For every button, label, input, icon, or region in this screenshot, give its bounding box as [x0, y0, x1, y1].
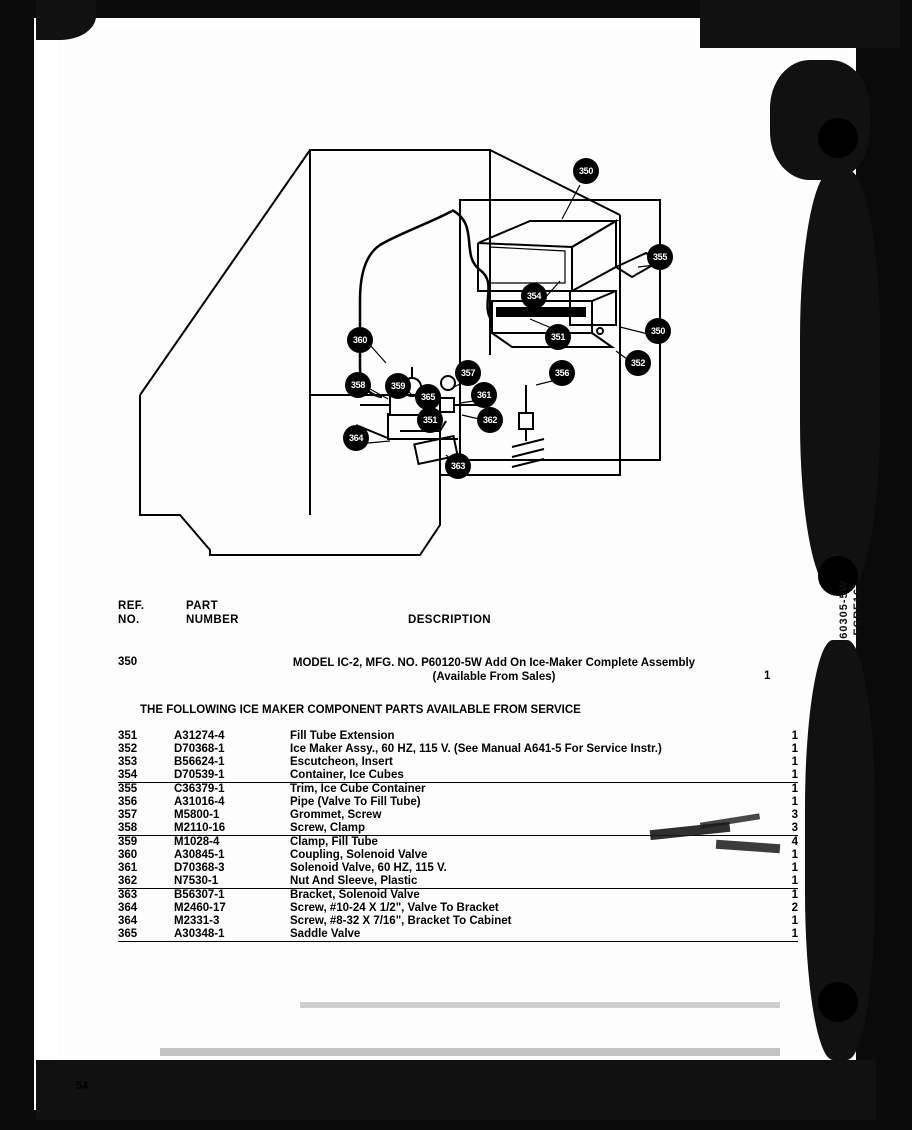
cell-ref: 359 [118, 836, 138, 848]
cell-part-number: M1028-4 [174, 836, 220, 848]
table-row [118, 769, 798, 783]
table-row [118, 915, 798, 928]
cell-ref: 357 [118, 809, 138, 821]
page-number: 54 [76, 1080, 89, 1092]
callout-365: 365 [415, 384, 441, 410]
cell-quantity: 1 [791, 743, 798, 755]
cell-ref: 351 [118, 730, 138, 742]
table-row [118, 902, 798, 915]
model-assembly-row [118, 656, 798, 688]
cell-quantity: 1 [770, 769, 798, 783]
header-ref-line1: REF. [118, 600, 145, 612]
callout-358: 358 [345, 372, 371, 398]
cell-description: Screw, #8-32 X 7/16", Bracket To Cabinet [290, 915, 512, 927]
table-row [118, 809, 798, 822]
cell-part-number: M2331-3 [174, 915, 220, 927]
cell-quantity: 1 [791, 849, 798, 861]
cell-part-number: A31274-4 [174, 730, 225, 742]
cell-part-number: M2460-17 [174, 902, 226, 914]
callout-359: 359 [385, 373, 411, 399]
cell-description: Bracket, Solenoid Valve [290, 889, 420, 901]
model-row-qty: 1 [764, 670, 771, 682]
callout-364: 364 [343, 425, 369, 451]
header-ref-line2: NO. [118, 614, 140, 626]
cell-description: Clamp, Fill Tube [290, 836, 378, 848]
table-row [118, 743, 798, 756]
table-row [118, 928, 798, 942]
cell-part-number: D70368-1 [174, 743, 225, 755]
cell-ref: 354 [118, 769, 174, 783]
cell-quantity: 1 [791, 756, 798, 768]
cell-part-number: D70539-1 [174, 769, 290, 783]
header-description: DESCRIPTION [408, 614, 491, 626]
callout-357: 357 [455, 360, 481, 386]
scan-blotch [800, 170, 880, 590]
cell-part-number: M2110-16 [174, 822, 290, 836]
cell-description: Grommet, Screw [290, 809, 382, 821]
model-row-line2: (Available From Sales) [432, 671, 556, 683]
cell-description: Coupling, Solenoid Valve [290, 849, 428, 861]
cell-quantity: 1 [770, 875, 798, 889]
callout-350: 350 [573, 158, 599, 184]
table-row [118, 783, 798, 797]
cell-description: Fill Tube Extension [290, 730, 395, 742]
cell-description: Trim, Ice Cube Container [290, 783, 426, 795]
cell-quantity: 1 [770, 928, 798, 942]
callout-354: 354 [521, 283, 547, 309]
cell-quantity: 3 [770, 822, 798, 836]
cell-part-number: A30845-1 [174, 849, 225, 861]
scan-blotch [700, 0, 900, 48]
scan-smudge [160, 1048, 780, 1056]
cell-part-number: B56307-1 [174, 889, 225, 901]
cell-quantity: 2 [791, 902, 798, 914]
header-part-line1: PART [186, 600, 219, 612]
model-row-line1: MODEL IC-2, MFG. NO. P60120-5W Add On Ice-Maker Complete Assembly [292, 657, 696, 669]
header-part-line2: NUMBER [186, 614, 239, 626]
cell-ref: 352 [118, 743, 138, 755]
cell-ref: 355 [118, 783, 138, 795]
cell-description: Nut And Sleeve, Plastic [290, 875, 770, 889]
cell-quantity: 1 [791, 796, 798, 808]
cell-ref: 353 [118, 756, 138, 768]
scan-edge-left [0, 0, 34, 1130]
cell-description: Saddle Valve [290, 928, 770, 942]
callout-362: 362 [477, 407, 503, 433]
cell-quantity: 1 [791, 915, 798, 927]
cell-part-number: A31016-4 [174, 796, 225, 808]
cell-ref: 360 [118, 849, 138, 861]
model-row-ref: 350 [118, 656, 138, 668]
parts-list [118, 600, 798, 942]
cell-quantity: 3 [791, 809, 798, 821]
cell-description: Solenoid Valve, 60 HZ, 115 V. [290, 862, 447, 874]
parts-table [118, 730, 798, 942]
table-row [118, 730, 798, 743]
document-code-secondary: ESRF16 [852, 588, 864, 636]
callout-350-lower: 350 [645, 318, 671, 344]
cell-description: Escutcheon, Insert [290, 756, 393, 768]
cell-ref: 358 [118, 822, 174, 836]
cell-ref: 365 [118, 928, 174, 942]
table-row [118, 796, 798, 809]
scan-blotch [770, 60, 870, 180]
cell-part-number: D70368-3 [174, 862, 225, 874]
cell-quantity: 1 [791, 862, 798, 874]
cell-description: Screw, #10-24 X 1/2", Valve To Bracket [290, 902, 499, 914]
callout-351-lower: 351 [417, 407, 443, 433]
callout-351: 351 [545, 324, 571, 350]
callout-360: 360 [347, 327, 373, 353]
table-row [118, 849, 798, 862]
binder-hole [818, 118, 858, 158]
table-row [118, 756, 798, 769]
cell-ref: 356 [118, 796, 138, 808]
cell-quantity: 1 [791, 783, 798, 795]
callout-361: 361 [471, 382, 497, 408]
binder-hole [818, 982, 858, 1022]
cell-ref: 364 [118, 915, 138, 927]
scan-blotch [36, 1060, 876, 1120]
model-row-text [234, 656, 754, 684]
cell-part-number: C36379-1 [174, 783, 225, 795]
cell-ref: 361 [118, 862, 138, 874]
table-row [118, 862, 798, 875]
cell-description: Ice Maker Assy., 60 HZ, 115 V. (See Manual A641-5 For Service Instr.) [290, 743, 662, 755]
exploded-parts-diagram [60, 95, 780, 565]
callout-352: 352 [625, 350, 651, 376]
callout-356: 356 [549, 360, 575, 386]
cell-part-number: M5800-1 [174, 809, 220, 821]
cell-part-number: N7530-1 [174, 875, 290, 889]
callout-363: 363 [445, 453, 471, 479]
service-note: THE FOLLOWING ICE MAKER COMPONENT PARTS AVAILABLE FROM SERVICE [140, 704, 581, 716]
cell-part-number: B56624-1 [174, 756, 225, 768]
table-row [118, 836, 798, 850]
table-row [118, 889, 798, 903]
cell-quantity: 1 [791, 889, 798, 901]
cell-ref: 364 [118, 902, 138, 914]
cell-ref: 363 [118, 889, 138, 901]
scan-smudge [300, 1002, 780, 1008]
cell-part-number: A30348-1 [174, 928, 290, 942]
cell-description: Pipe (Valve To Fill Tube) [290, 796, 421, 808]
cell-ref: 362 [118, 875, 174, 889]
cell-quantity: 4 [791, 836, 798, 848]
cell-description: Container, Ice Cubes [290, 769, 770, 783]
table-row [118, 875, 798, 889]
cell-description: Screw, Clamp [290, 822, 770, 836]
document-code-primary: P60305-5W [838, 580, 850, 648]
table-header [118, 600, 798, 642]
callout-355: 355 [647, 244, 673, 270]
cell-quantity: 1 [791, 730, 798, 742]
